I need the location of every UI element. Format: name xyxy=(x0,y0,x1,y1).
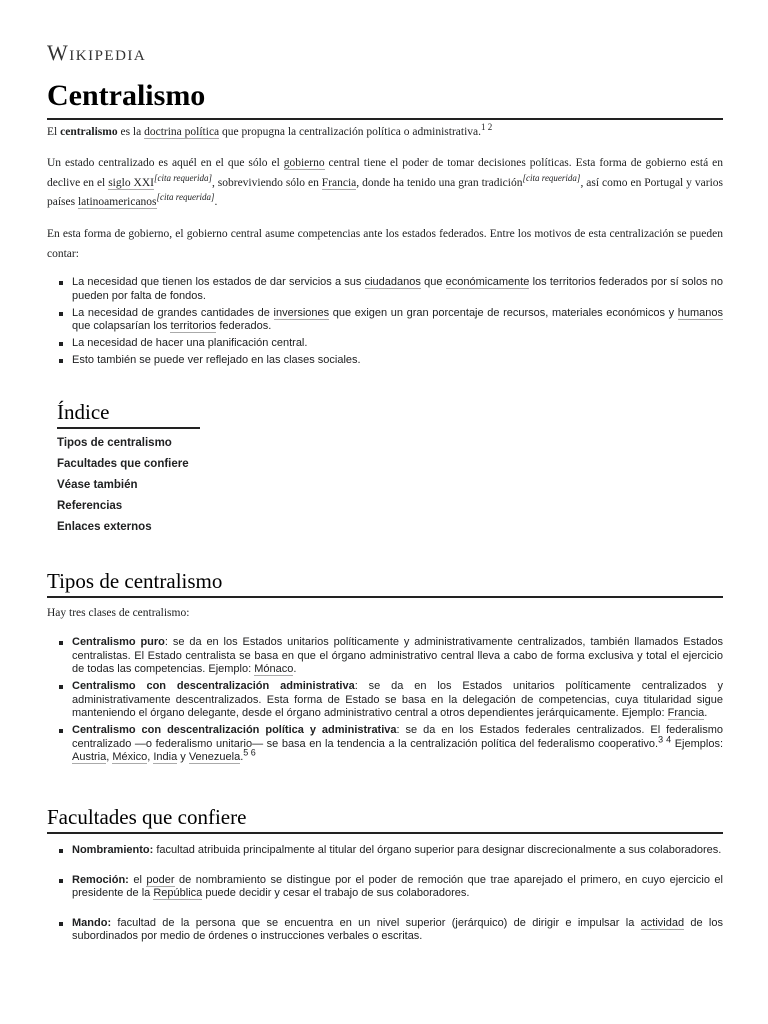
toc-item-referencias[interactable]: Referencias xyxy=(57,500,123,512)
bold-term: Mando: xyxy=(72,916,112,929)
list-item xyxy=(47,276,723,303)
toc-item-facultades[interactable]: Facultades que confiere xyxy=(57,458,189,470)
link-latinoamericanos[interactable]: latinoamericanos xyxy=(77,196,157,208)
list-item: La necesidad de hacer una planificación central. xyxy=(47,337,723,351)
text: , donde ha tenido una gran tradición xyxy=(356,176,523,189)
link-india[interactable]: India xyxy=(153,751,178,763)
link-economicamente[interactable]: económicamente xyxy=(445,276,530,288)
heading-facultades-que-confiere: Facultades que confiere xyxy=(47,803,723,834)
footnote-ref-1-2[interactable]: 1 2 xyxy=(481,122,493,133)
link-poder[interactable]: poder xyxy=(146,873,175,886)
list-item xyxy=(47,636,723,677)
toc-item-vease[interactable]: Véase también xyxy=(57,479,138,491)
link-actividad[interactable]: actividad xyxy=(640,916,685,929)
text: : se da en los Estados federales centralizados. El federalismo centralizado —o federalismo unitario— se basa en la tendencia a la centralización política del federalismo cooperativo. xyxy=(72,724,723,750)
text: es la xyxy=(117,126,145,138)
text: que xyxy=(420,276,446,288)
text: federados. xyxy=(216,320,272,332)
link-humanos[interactable]: humanos xyxy=(677,306,723,319)
list-item xyxy=(47,874,723,901)
text: , así como en Portugal y varios países xyxy=(47,176,723,208)
list-item xyxy=(47,917,723,944)
table-of-contents xyxy=(57,436,189,541)
link-venezuela[interactable]: Venezuela xyxy=(188,751,241,763)
text: . xyxy=(214,196,218,208)
tipos-list xyxy=(47,636,723,768)
text: facultad atribuida principalmente al titular del órgano superior para designar discrecionalmente a sus colaboradores. xyxy=(153,844,722,856)
link-doctrina-politica[interactable]: doctrina política xyxy=(144,126,220,138)
text: Un estado centralizado es aquél en el que sólo el xyxy=(47,157,284,169)
list-item xyxy=(47,680,723,721)
bold-term: Nombramiento: xyxy=(72,844,154,856)
bold-term: Centralismo con descentralización administrativa xyxy=(72,680,355,692)
text: que exigen un gran porcentaje de recursos, materiales económicos y xyxy=(329,306,678,319)
list-item xyxy=(47,844,723,858)
link-inversiones[interactable]: inversiones xyxy=(273,306,330,319)
text: central tiene el poder de tomar decisiones políticas. Esta forma de gobierno está en declive en el xyxy=(47,157,723,189)
text: El xyxy=(47,126,61,138)
text: que propugna la centralización política o administrativa. xyxy=(219,126,482,138)
footnote-ref-5-6[interactable]: 5 6 xyxy=(243,747,256,758)
text: : se da en los Estados unitarios políticamente centralizados y administrativamente descentralizados. Esta forma de Estado se basa en la delegación de competencias, cuya titularidad sigue manteniendo el órgano delegante, desde el órgano administrativo central a otros dependientes jerárquicamente. Ejemplo: xyxy=(72,680,723,719)
page-title: Centralismo xyxy=(47,78,723,120)
link-francia[interactable]: Francia xyxy=(321,176,357,189)
text: , sobreviviendo sólo en xyxy=(211,176,322,189)
bold-term: centralismo xyxy=(60,126,118,138)
motives-list xyxy=(47,276,723,371)
link-ciudadanos[interactable]: ciudadanos xyxy=(364,276,421,288)
text: : se da en los Estados unitarios políticamente y administrativamente centralizados, también llamados Estados centralistas. El Estado centralista se basa en que el órgano administrativo central lleva a cabo de forma exclusiva y total el ejercicio de todas las competencias. Ejemplo: xyxy=(72,636,723,675)
link-austria[interactable]: Austria xyxy=(72,751,107,763)
citation-needed[interactable]: [cita requerida] xyxy=(153,172,212,183)
text: La necesidad de grandes cantidades de xyxy=(72,306,274,319)
list-item xyxy=(47,307,723,334)
text: La necesidad que tienen los estados de dar servicios a sus xyxy=(72,276,365,288)
toc-item-tipos[interactable]: Tipos de centralismo xyxy=(57,437,172,449)
text: puede decidir y cesar el trabajo de sus colaboradores. xyxy=(202,887,470,899)
text: . xyxy=(240,751,244,763)
text: de los subordinados por medio de órdenes o instrucciones verbales o escritas. xyxy=(72,916,723,942)
text: que colapsarían los xyxy=(72,320,171,332)
text: el xyxy=(128,873,147,886)
text: . xyxy=(704,707,708,719)
wikipedia-logo[interactable]: Wikipedia xyxy=(47,40,147,65)
link-republica[interactable]: República xyxy=(153,887,203,899)
text: los territorios federados por sí solos no pueden por falta de fondos. xyxy=(72,276,723,302)
citation-needed[interactable]: [cita requerida] xyxy=(156,192,215,203)
toc-title: Índice xyxy=(57,397,200,429)
link-territorios[interactable]: territorios xyxy=(170,320,217,332)
bold-term: Remoción: xyxy=(72,873,129,886)
link-gobierno[interactable]: gobierno xyxy=(283,157,325,169)
list-item: Esto también se puede ver reflejado en las clases sociales. xyxy=(47,354,723,368)
link-francia[interactable]: Francia xyxy=(667,707,705,719)
text: Ejemplos: xyxy=(671,737,724,750)
intro-paragraph-2 xyxy=(47,154,723,213)
list-item xyxy=(47,724,723,765)
text: y xyxy=(177,751,189,763)
intro-paragraph-3: En esta forma de gobierno, el gobierno central asume competencias ante los estados federados. Entre los motivos de esta centralización se pueden contar: xyxy=(47,228,723,260)
bold-term: Centralismo con descentralización política y administrativa xyxy=(72,724,397,736)
text: . xyxy=(293,663,297,675)
citation-needed[interactable]: [cita requerida] xyxy=(522,172,581,183)
text: , xyxy=(147,751,154,763)
text: , xyxy=(106,751,113,763)
intro-paragraph-1 xyxy=(47,123,723,143)
link-mexico[interactable]: México xyxy=(112,751,148,763)
toc-item-enlaces[interactable]: Enlaces externos xyxy=(57,521,152,533)
text: facultad de la persona que se encuentra en un nivel superior (jerárquico) de dirigir e impulsar la xyxy=(111,916,641,929)
link-siglo-xxi[interactable]: siglo XXI xyxy=(108,176,154,189)
bold-term: Centralismo puro xyxy=(72,636,165,648)
link-monaco[interactable]: Mónaco xyxy=(254,663,294,675)
footnote-ref-3-4[interactable]: 3 4 xyxy=(658,733,672,744)
facultades-list xyxy=(47,844,723,947)
heading-tipos-de-centralismo: Tipos de centralismo xyxy=(47,567,723,598)
tipos-intro: Hay tres clases de centralismo: xyxy=(47,607,190,619)
text: de nombramiento se distingue por el poder de remoción que trae aparejado el primero, en cuyo ejercicio el presidente de la xyxy=(72,873,723,899)
